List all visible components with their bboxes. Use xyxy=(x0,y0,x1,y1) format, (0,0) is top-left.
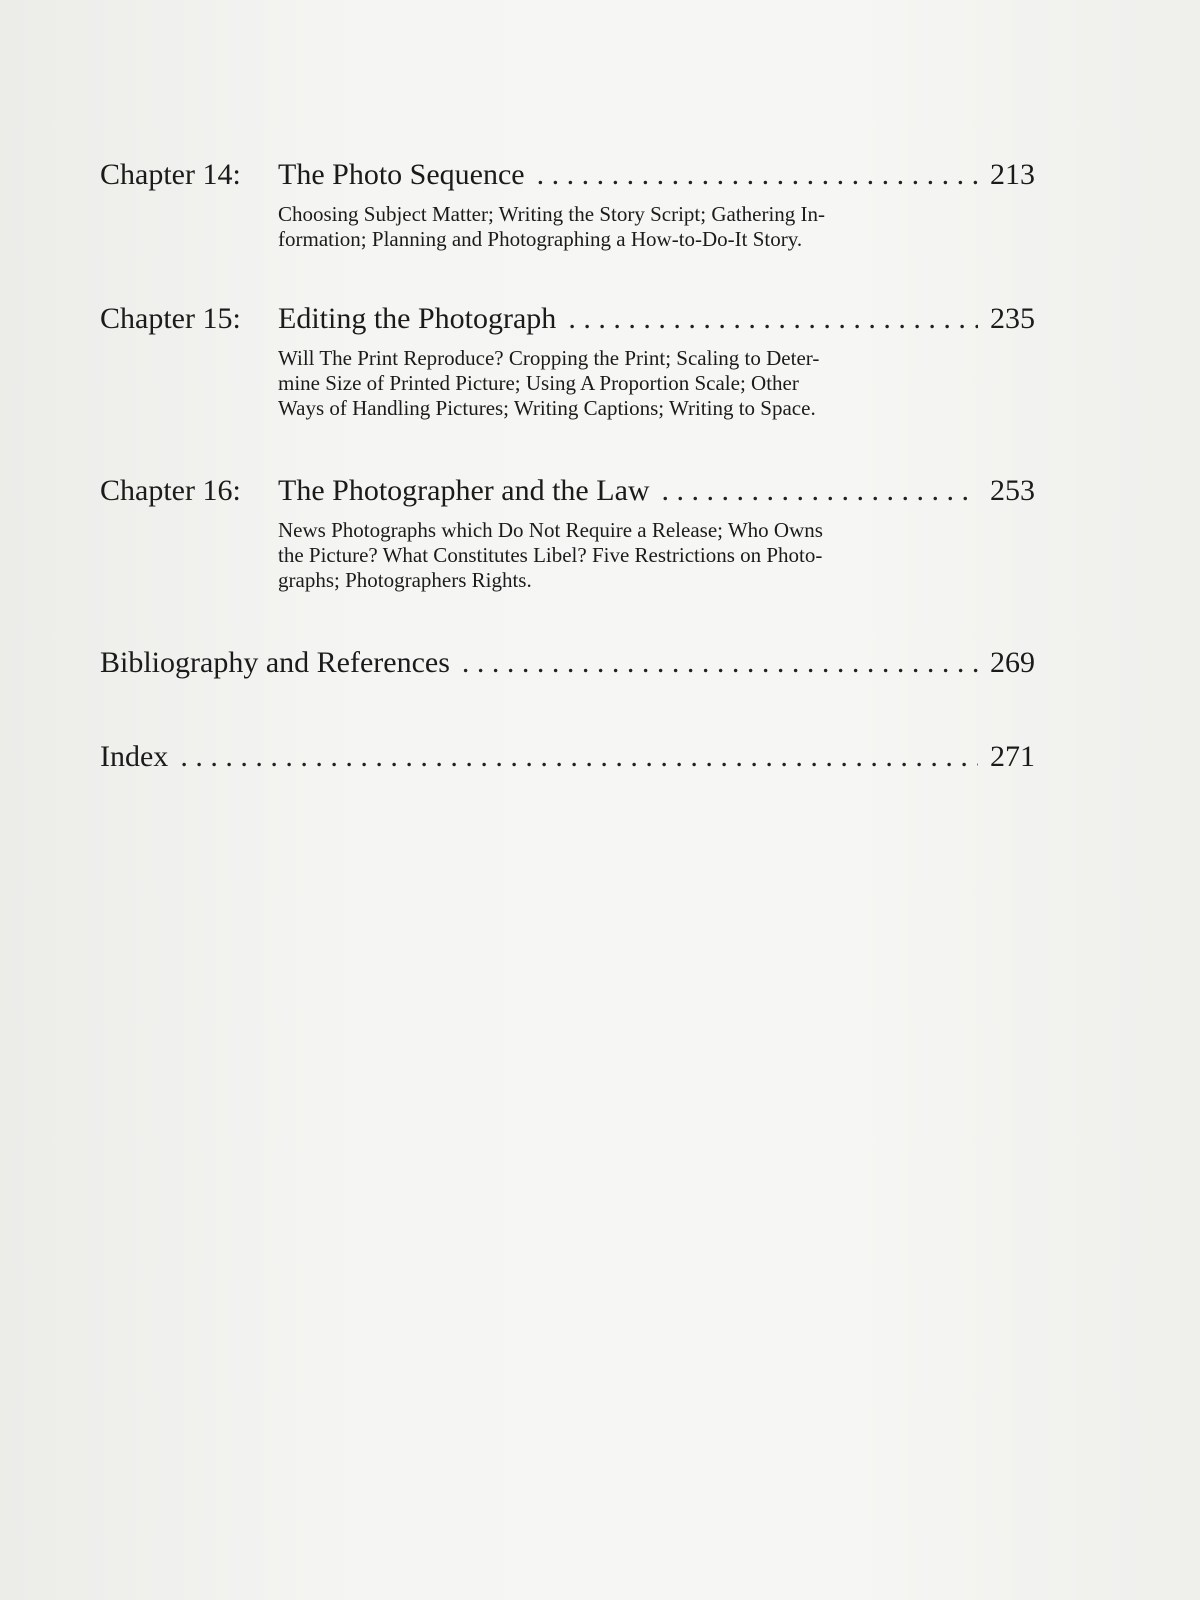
chapter-label: Chapter 14: xyxy=(100,158,241,191)
toc-entry-bibliography xyxy=(100,646,1035,680)
toc-entry-line xyxy=(100,158,1035,192)
dot-leader xyxy=(462,646,978,680)
dot-leader xyxy=(568,302,978,336)
description-line: Choosing Subject Matter; Writing the Story Script; Gathering In- xyxy=(278,202,826,226)
dot-leader xyxy=(180,740,978,774)
toc-entry-line xyxy=(100,646,1035,680)
toc-entry-line xyxy=(100,302,1035,336)
entry-title: Index xyxy=(100,740,169,773)
page-number: 235 xyxy=(990,302,1035,335)
chapter-description xyxy=(278,518,1028,593)
dot-leader xyxy=(537,158,978,192)
chapter-description xyxy=(278,202,1028,252)
entry-title: Bibliography and References xyxy=(100,646,450,679)
chapter-title: The Photo Sequence xyxy=(278,158,525,191)
page-number: 271 xyxy=(990,740,1035,773)
toc-entry-chapter-14 xyxy=(100,158,1035,252)
page-number: 269 xyxy=(990,646,1035,679)
dot-leader xyxy=(662,474,978,508)
chapter-label: Chapter 16: xyxy=(100,474,241,507)
description-line: News Photographs which Do Not Require a Release; Who Owns xyxy=(278,518,823,542)
toc-entry-line xyxy=(100,740,1035,774)
page-number: 213 xyxy=(990,158,1035,191)
description-line: mine Size of Printed Picture; Using A Proportion Scale; Other xyxy=(278,371,799,395)
chapter-title: Editing the Photograph xyxy=(278,302,557,335)
chapter-description xyxy=(278,346,1028,421)
chapter-label: Chapter 15: xyxy=(100,302,241,335)
toc-entry-chapter-15 xyxy=(100,302,1035,421)
description-line: the Picture? What Constitutes Libel? Five Restrictions on Photo- xyxy=(278,543,823,567)
page-number: 253 xyxy=(990,474,1035,507)
toc-entry-line xyxy=(100,474,1035,508)
toc-entry-chapter-16 xyxy=(100,474,1035,593)
description-line: Will The Print Reproduce? Cropping the Print; Scaling to Deter- xyxy=(278,346,820,370)
description-line: formation; Planning and Photographing a How-to-Do-It Story. xyxy=(278,227,803,251)
description-line: graphs; Photographers Rights. xyxy=(278,568,532,592)
description-line: Ways of Handling Pictures; Writing Captions; Writing to Space. xyxy=(278,396,816,420)
chapter-title: The Photographer and the Law xyxy=(278,474,650,507)
toc-entry-index xyxy=(100,740,1035,774)
